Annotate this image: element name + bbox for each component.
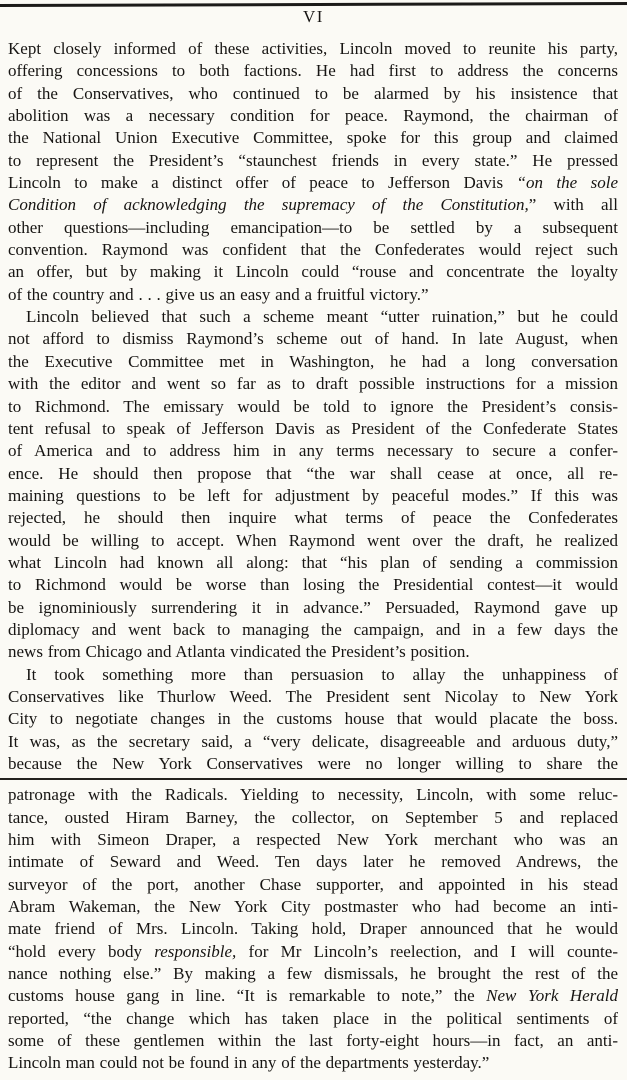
text-line: the Executive Committee met in Washington, he had a long conversation — [8, 351, 618, 371]
text-line: maining questions to be left for adjustment by peaceful modes.” If this was — [8, 485, 618, 505]
text-line: an offer, but by making it Lincoln could “rouse and concentrate the loyalty — [8, 262, 618, 282]
text-line: patronage with the Radicals. Yielding to necessity, Lincoln, with some reluc- — [8, 785, 618, 805]
scan-seam-line — [0, 778, 627, 780]
section-number-heading: VI — [303, 7, 324, 26]
text-line: other questions—including emancipation—to be settled by a subsequent — [8, 217, 618, 237]
text-line: rejected, he should then inquire what terms of peace the Confederates — [8, 508, 618, 528]
text-line: surveyor of the port, another Chase supporter, and appointed in his stead — [8, 874, 618, 894]
text-line: Conservatives like Thurlow Weed. The President sent Nicolay to New York — [8, 686, 618, 706]
text-line: reported, “the change which has taken place in the political sentiments of — [8, 1008, 618, 1028]
text-line: to Richmond would be worse than losing the Presidential contest—it would — [8, 575, 618, 595]
text-line: not afford to dismiss Raymond’s scheme out of hand. In late August, when — [8, 329, 618, 349]
text-line: abolition was a necessary condition for peace. Raymond, the chairman of — [8, 106, 618, 126]
text-line: It was, as the secretary said, a “very delicate, disagreeable and arduous duty,” — [8, 731, 618, 751]
text-line: nance nothing else.” By making a few dismissals, he brought the rest of the — [8, 964, 618, 984]
text-line: Abram Wakeman, the New York City postmaster who had become an inti- — [8, 897, 618, 917]
text-line: ence. He should then propose that “the war shall cease at once, all re- — [8, 463, 618, 483]
text-line: tent refusal to speak of Jefferson Davis as President of the Confederate States — [8, 418, 618, 438]
text-line: with the editor and went so far as to draft possible instructions for a mission — [8, 374, 618, 394]
text-line: “hold every body responsible, for Mr Lincoln’s reelection, and I will counte- — [8, 941, 618, 961]
text-line: the National Union Executive Committee, spoke for this group and claimed — [8, 128, 618, 148]
text-line: what Lincoln had known all along: that “his plan of sending a commission — [8, 552, 618, 572]
paragraph — [8, 306, 618, 664]
text-line: to Richmond. The emissary would be told to ignore the President’s consis- — [8, 396, 618, 416]
text-line: him with Simeon Draper, a respected New York merchant who was an — [8, 830, 618, 850]
text-line: It took something more than persuasion to allay the unhappiness of — [26, 664, 618, 684]
page-content — [0, 38, 627, 1075]
paragraph — [8, 38, 618, 306]
text-line: intimate of Seward and Weed. Ten days later he removed Andrews, the — [8, 852, 618, 872]
text-line: of the country and . . . give us an easy and a fruitful victory.” — [8, 284, 429, 304]
text-line: diplomacy and went back to managing the campaign, and in a few days the — [8, 619, 618, 639]
text-line: to represent the President’s “staunchest friends in every state.” He pressed — [8, 150, 618, 170]
text-line: Condition of acknowledging the supremacy of the Constitution,” with all — [8, 195, 618, 215]
text-line: Lincoln believed that such a scheme meant “utter ruination,” but he could — [26, 307, 618, 327]
text-line: convention. Raymond was confident that the Confederates would reject such — [8, 240, 618, 260]
text-line: customs house gang in line. “It is remarkable to note,” the New York Herald — [8, 986, 618, 1006]
paragraph — [8, 784, 618, 1074]
text-line: Lincoln to make a distinct offer of peace to Jefferson Davis “on the sole — [8, 173, 618, 193]
text-line: mate friend of Mrs. Lincoln. Taking hold, Draper announced that he would — [8, 919, 618, 939]
paragraph — [8, 664, 618, 776]
text-line: Lincoln man could not be found in any of the departments yesterday.” — [8, 1053, 490, 1073]
text-line: would be willing to accept. When Raymond went over the draft, he realized — [8, 530, 618, 550]
text-line: offering concessions to both factions. He had first to address the concerns — [8, 61, 618, 81]
text-line: because the New York Conservatives were no longer willing to share the — [8, 754, 618, 773]
text-line: tance, ousted Hiram Barney, the collector, on September 5 and replaced — [8, 807, 618, 827]
text-line: of America and to address him in any terms necessary to secure a confer- — [8, 441, 618, 461]
text-line: City to negotiate changes in the customs house that would placate the boss. — [8, 709, 618, 729]
text-line: some of these gentlemen within the last forty-eight hours—in fact, an anti- — [8, 1031, 618, 1051]
text-line: Kept closely informed of these activities, Lincoln moved to reunite his party, — [8, 39, 618, 58]
text-line: be ignominiously surrendering it in advance.” Persuaded, Raymond gave up — [8, 597, 618, 617]
text-line: of the Conservatives, who continued to be alarmed by his insistence that — [8, 83, 618, 103]
text-line: news from Chicago and Atlanta vindicated the President’s position. — [8, 642, 470, 662]
